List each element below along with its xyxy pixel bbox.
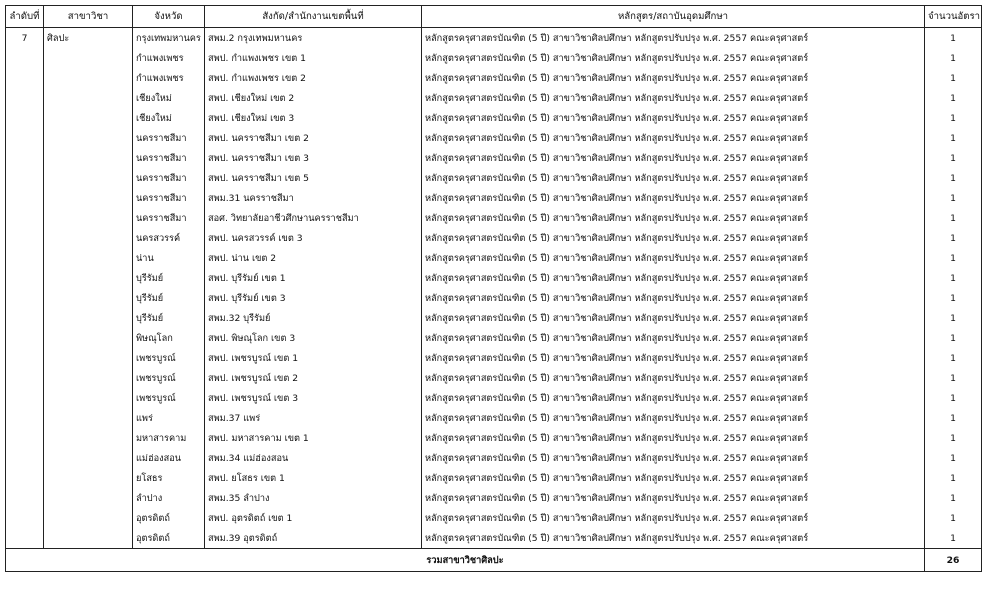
cell-program: หลักสูตรครุศาสตรบัณฑิต (5 ปี) สาขาวิชาศิลปศึกษา หลักสูตรปรับปรุง พ.ศ. 2557 คณะครุศาสตร์ bbox=[422, 208, 925, 228]
cell-index bbox=[6, 68, 44, 88]
table-row bbox=[6, 208, 982, 228]
cell-program: หลักสูตรครุศาสตรบัณฑิต (5 ปี) สาขาวิชาศิลปศึกษา หลักสูตรปรับปรุง พ.ศ. 2557 คณะครุศาสตร์ bbox=[422, 108, 925, 128]
cell-subject bbox=[44, 328, 133, 348]
cell-index bbox=[6, 128, 44, 148]
cell-office: สพม.37 แพร่ bbox=[205, 408, 422, 428]
cell-subject bbox=[44, 348, 133, 368]
quota-table bbox=[5, 5, 982, 572]
table-body bbox=[6, 28, 982, 549]
cell-program: หลักสูตรครุศาสตรบัณฑิต (5 ปี) สาขาวิชาศิลปศึกษา หลักสูตรปรับปรุง พ.ศ. 2557 คณะครุศาสตร์ bbox=[422, 288, 925, 308]
cell-subject bbox=[44, 128, 133, 148]
cell-program: หลักสูตรครุศาสตรบัณฑิต (5 ปี) สาขาวิชาศิลปศึกษา หลักสูตรปรับปรุง พ.ศ. 2557 คณะครุศาสตร์ bbox=[422, 488, 925, 508]
cell-subject bbox=[44, 148, 133, 168]
cell-index bbox=[6, 468, 44, 488]
cell-province: เชียงใหม่ bbox=[133, 108, 205, 128]
table-row bbox=[6, 128, 982, 148]
cell-index bbox=[6, 508, 44, 528]
cell-subject bbox=[44, 108, 133, 128]
cell-province: เพชรบูรณ์ bbox=[133, 388, 205, 408]
cell-count: 1 bbox=[925, 308, 982, 328]
cell-office: สพป. นครราชสีมา เขต 5 bbox=[205, 168, 422, 188]
cell-office: สพม.31 นครราชสีมา bbox=[205, 188, 422, 208]
table-row bbox=[6, 468, 982, 488]
cell-index bbox=[6, 168, 44, 188]
table-row bbox=[6, 488, 982, 508]
cell-province: เพชรบูรณ์ bbox=[133, 368, 205, 388]
table-row bbox=[6, 288, 982, 308]
cell-program: หลักสูตรครุศาสตรบัณฑิต (5 ปี) สาขาวิชาศิลปศึกษา หลักสูตรปรับปรุง พ.ศ. 2557 คณะครุศาสตร์ bbox=[422, 28, 925, 49]
table-row bbox=[6, 68, 982, 88]
cell-subject bbox=[44, 468, 133, 488]
cell-index bbox=[6, 328, 44, 348]
cell-subject bbox=[44, 48, 133, 68]
cell-province: แพร่ bbox=[133, 408, 205, 428]
cell-office: สพม.32 บุรีรัมย์ bbox=[205, 308, 422, 328]
cell-index bbox=[6, 288, 44, 308]
table-row bbox=[6, 448, 982, 468]
cell-program: หลักสูตรครุศาสตรบัณฑิต (5 ปี) สาขาวิชาศิลปศึกษา หลักสูตรปรับปรุง พ.ศ. 2557 คณะครุศาสตร์ bbox=[422, 268, 925, 288]
total-label: รวมสาขาวิชาศิลปะ bbox=[6, 549, 925, 572]
cell-subject bbox=[44, 428, 133, 448]
cell-program: หลักสูตรครุศาสตรบัณฑิต (5 ปี) สาขาวิชาศิลปศึกษา หลักสูตรปรับปรุง พ.ศ. 2557 คณะครุศาสตร์ bbox=[422, 368, 925, 388]
cell-office: สพป. กำแพงเพชร เขต 1 bbox=[205, 48, 422, 68]
cell-subject: ศิลปะ bbox=[44, 28, 133, 49]
table-row bbox=[6, 388, 982, 408]
header-office: สังกัด/สำนักงานเขตพื้นที่ bbox=[205, 6, 422, 28]
cell-count: 1 bbox=[925, 148, 982, 168]
cell-index bbox=[6, 308, 44, 328]
table-row bbox=[6, 188, 982, 208]
cell-province: นครราชสีมา bbox=[133, 168, 205, 188]
cell-subject bbox=[44, 528, 133, 549]
cell-index bbox=[6, 388, 44, 408]
table-row bbox=[6, 508, 982, 528]
cell-subject bbox=[44, 268, 133, 288]
cell-program: หลักสูตรครุศาสตรบัณฑิต (5 ปี) สาขาวิชาศิลปศึกษา หลักสูตรปรับปรุง พ.ศ. 2557 คณะครุศาสตร์ bbox=[422, 408, 925, 428]
cell-province: อุตรดิตถ์ bbox=[133, 528, 205, 549]
cell-office: สอศ. วิทยาลัยอาชีวศึกษานครราชสีมา bbox=[205, 208, 422, 228]
table-row bbox=[6, 28, 982, 49]
table-row bbox=[6, 528, 982, 549]
cell-subject bbox=[44, 208, 133, 228]
table-row bbox=[6, 148, 982, 168]
table-row bbox=[6, 348, 982, 368]
cell-count: 1 bbox=[925, 108, 982, 128]
cell-subject bbox=[44, 388, 133, 408]
cell-subject bbox=[44, 288, 133, 308]
cell-count: 1 bbox=[925, 128, 982, 148]
cell-province: น่าน bbox=[133, 248, 205, 268]
cell-index bbox=[6, 228, 44, 248]
table-row bbox=[6, 248, 982, 268]
table-row bbox=[6, 48, 982, 68]
cell-count: 1 bbox=[925, 168, 982, 188]
cell-office: สพม.2 กรุงเทพมหานคร bbox=[205, 28, 422, 49]
cell-province: นครราชสีมา bbox=[133, 208, 205, 228]
cell-office: สพป. ยโสธร เขต 1 bbox=[205, 468, 422, 488]
cell-index bbox=[6, 428, 44, 448]
cell-program: หลักสูตรครุศาสตรบัณฑิต (5 ปี) สาขาวิชาศิลปศึกษา หลักสูตรปรับปรุง พ.ศ. 2557 คณะครุศาสตร์ bbox=[422, 448, 925, 468]
table-row bbox=[6, 328, 982, 348]
cell-office: สพป. เชียงใหม่ เขต 2 bbox=[205, 88, 422, 108]
header-index: ลำดับที่ bbox=[6, 6, 44, 28]
cell-count: 1 bbox=[925, 328, 982, 348]
cell-office: สพป. บุรีรัมย์ เขต 3 bbox=[205, 288, 422, 308]
cell-program: หลักสูตรครุศาสตรบัณฑิต (5 ปี) สาขาวิชาศิลปศึกษา หลักสูตรปรับปรุง พ.ศ. 2557 คณะครุศาสตร์ bbox=[422, 248, 925, 268]
cell-province: ลำปาง bbox=[133, 488, 205, 508]
cell-province: บุรีรัมย์ bbox=[133, 268, 205, 288]
cell-province: นครสวรรค์ bbox=[133, 228, 205, 248]
table-row bbox=[6, 428, 982, 448]
cell-office: สพป. นครราชสีมา เขต 2 bbox=[205, 128, 422, 148]
table-row bbox=[6, 88, 982, 108]
cell-count: 1 bbox=[925, 208, 982, 228]
cell-office: สพป. กำแพงเพชร เขต 2 bbox=[205, 68, 422, 88]
cell-index bbox=[6, 528, 44, 549]
cell-program: หลักสูตรครุศาสตรบัณฑิต (5 ปี) สาขาวิชาศิลปศึกษา หลักสูตรปรับปรุง พ.ศ. 2557 คณะครุศาสตร์ bbox=[422, 168, 925, 188]
cell-province: มหาสารคาม bbox=[133, 428, 205, 448]
cell-program: หลักสูตรครุศาสตรบัณฑิต (5 ปี) สาขาวิชาศิลปศึกษา หลักสูตรปรับปรุง พ.ศ. 2557 คณะครุศาสตร์ bbox=[422, 468, 925, 488]
cell-index bbox=[6, 208, 44, 228]
cell-count: 1 bbox=[925, 48, 982, 68]
total-value: 26 bbox=[925, 549, 982, 572]
cell-index bbox=[6, 148, 44, 168]
table-row bbox=[6, 268, 982, 288]
cell-office: สพม.35 ลำปาง bbox=[205, 488, 422, 508]
cell-program: หลักสูตรครุศาสตรบัณฑิต (5 ปี) สาขาวิชาศิลปศึกษา หลักสูตรปรับปรุง พ.ศ. 2557 คณะครุศาสตร์ bbox=[422, 148, 925, 168]
cell-subject bbox=[44, 408, 133, 428]
cell-province: เพชรบูรณ์ bbox=[133, 348, 205, 368]
cell-office: สพม.39 อุตรดิตถ์ bbox=[205, 528, 422, 549]
cell-office: สพป. น่าน เขต 2 bbox=[205, 248, 422, 268]
cell-index: 7 bbox=[6, 28, 44, 49]
cell-count: 1 bbox=[925, 408, 982, 428]
cell-count: 1 bbox=[925, 188, 982, 208]
cell-province: แม่ฮ่องสอน bbox=[133, 448, 205, 468]
cell-program: หลักสูตรครุศาสตรบัณฑิต (5 ปี) สาขาวิชาศิลปศึกษา หลักสูตรปรับปรุง พ.ศ. 2557 คณะครุศาสตร์ bbox=[422, 428, 925, 448]
cell-office: สพป. พิษณุโลก เขต 3 bbox=[205, 328, 422, 348]
table-row bbox=[6, 108, 982, 128]
cell-program: หลักสูตรครุศาสตรบัณฑิต (5 ปี) สาขาวิชาศิลปศึกษา หลักสูตรปรับปรุง พ.ศ. 2557 คณะครุศาสตร์ bbox=[422, 188, 925, 208]
cell-count: 1 bbox=[925, 488, 982, 508]
cell-count: 1 bbox=[925, 228, 982, 248]
cell-count: 1 bbox=[925, 388, 982, 408]
cell-province: บุรีรัมย์ bbox=[133, 288, 205, 308]
cell-count: 1 bbox=[925, 468, 982, 488]
header-count: จำนวนอัตรา bbox=[925, 6, 982, 28]
cell-province: พิษณุโลก bbox=[133, 328, 205, 348]
cell-province: นครราชสีมา bbox=[133, 128, 205, 148]
cell-office: สพป. เพชรบูรณ์ เขต 3 bbox=[205, 388, 422, 408]
cell-count: 1 bbox=[925, 508, 982, 528]
cell-province: กำแพงเพชร bbox=[133, 48, 205, 68]
cell-subject bbox=[44, 188, 133, 208]
cell-subject bbox=[44, 168, 133, 188]
cell-office: สพป. อุตรดิตถ์ เขต 1 bbox=[205, 508, 422, 528]
cell-program: หลักสูตรครุศาสตรบัณฑิต (5 ปี) สาขาวิชาศิลปศึกษา หลักสูตรปรับปรุง พ.ศ. 2557 คณะครุศาสตร์ bbox=[422, 48, 925, 68]
cell-province: อุตรดิตถ์ bbox=[133, 508, 205, 528]
cell-index bbox=[6, 48, 44, 68]
cell-office: สพป. เพชรบูรณ์ เขต 1 bbox=[205, 348, 422, 368]
cell-index bbox=[6, 368, 44, 388]
cell-subject bbox=[44, 248, 133, 268]
cell-province: บุรีรัมย์ bbox=[133, 308, 205, 328]
cell-count: 1 bbox=[925, 68, 982, 88]
cell-index bbox=[6, 408, 44, 428]
cell-count: 1 bbox=[925, 428, 982, 448]
cell-count: 1 bbox=[925, 88, 982, 108]
cell-count: 1 bbox=[925, 528, 982, 549]
cell-office: สพป. นครราชสีมา เขต 3 bbox=[205, 148, 422, 168]
cell-subject bbox=[44, 448, 133, 468]
cell-index bbox=[6, 348, 44, 368]
cell-province: นครราชสีมา bbox=[133, 148, 205, 168]
cell-subject bbox=[44, 368, 133, 388]
header-program: หลักสูตร/สถาบันอุดมศึกษา bbox=[422, 6, 925, 28]
cell-office: สพป. บุรีรัมย์ เขต 1 bbox=[205, 268, 422, 288]
total-row bbox=[6, 549, 982, 572]
cell-count: 1 bbox=[925, 348, 982, 368]
cell-subject bbox=[44, 308, 133, 328]
cell-office: สพป. นครสวรรค์ เขต 3 bbox=[205, 228, 422, 248]
cell-index bbox=[6, 448, 44, 468]
cell-index bbox=[6, 88, 44, 108]
cell-index bbox=[6, 248, 44, 268]
cell-count: 1 bbox=[925, 28, 982, 49]
cell-index bbox=[6, 268, 44, 288]
cell-program: หลักสูตรครุศาสตรบัณฑิต (5 ปี) สาขาวิชาศิลปศึกษา หลักสูตรปรับปรุง พ.ศ. 2557 คณะครุศาสตร์ bbox=[422, 68, 925, 88]
table-row bbox=[6, 228, 982, 248]
table-row bbox=[6, 308, 982, 328]
table-row bbox=[6, 408, 982, 428]
cell-province: เชียงใหม่ bbox=[133, 88, 205, 108]
cell-count: 1 bbox=[925, 448, 982, 468]
cell-subject bbox=[44, 228, 133, 248]
header-province: จังหวัด bbox=[133, 6, 205, 28]
cell-program: หลักสูตรครุศาสตรบัณฑิต (5 ปี) สาขาวิชาศิลปศึกษา หลักสูตรปรับปรุง พ.ศ. 2557 คณะครุศาสตร์ bbox=[422, 128, 925, 148]
cell-count: 1 bbox=[925, 288, 982, 308]
cell-subject bbox=[44, 508, 133, 528]
cell-index bbox=[6, 108, 44, 128]
table-header-row bbox=[6, 6, 982, 28]
cell-program: หลักสูตรครุศาสตรบัณฑิต (5 ปี) สาขาวิชาศิลปศึกษา หลักสูตรปรับปรุง พ.ศ. 2557 คณะครุศาสตร์ bbox=[422, 388, 925, 408]
cell-office: สพม.34 แม่ฮ่องสอน bbox=[205, 448, 422, 468]
cell-subject bbox=[44, 88, 133, 108]
cell-index bbox=[6, 488, 44, 508]
cell-program: หลักสูตรครุศาสตรบัณฑิต (5 ปี) สาขาวิชาศิลปศึกษา หลักสูตรปรับปรุง พ.ศ. 2557 คณะครุศาสตร์ bbox=[422, 508, 925, 528]
cell-program: หลักสูตรครุศาสตรบัณฑิต (5 ปี) สาขาวิชาศิลปศึกษา หลักสูตรปรับปรุง พ.ศ. 2557 คณะครุศาสตร์ bbox=[422, 528, 925, 549]
cell-office: สพป. มหาสารคาม เขต 1 bbox=[205, 428, 422, 448]
cell-program: หลักสูตรครุศาสตรบัณฑิต (5 ปี) สาขาวิชาศิลปศึกษา หลักสูตรปรับปรุง พ.ศ. 2557 คณะครุศาสตร์ bbox=[422, 228, 925, 248]
cell-count: 1 bbox=[925, 368, 982, 388]
cell-province: ยโสธร bbox=[133, 468, 205, 488]
cell-province: กรุงเทพมหานคร bbox=[133, 28, 205, 49]
cell-office: สพป. เพชรบูรณ์ เขต 2 bbox=[205, 368, 422, 388]
document-page bbox=[5, 5, 981, 572]
table-row bbox=[6, 368, 982, 388]
cell-province: นครราชสีมา bbox=[133, 188, 205, 208]
cell-province: กำแพงเพชร bbox=[133, 68, 205, 88]
cell-program: หลักสูตรครุศาสตรบัณฑิต (5 ปี) สาขาวิชาศิลปศึกษา หลักสูตรปรับปรุง พ.ศ. 2557 คณะครุศาสตร์ bbox=[422, 348, 925, 368]
cell-program: หลักสูตรครุศาสตรบัณฑิต (5 ปี) สาขาวิชาศิลปศึกษา หลักสูตรปรับปรุง พ.ศ. 2557 คณะครุศาสตร์ bbox=[422, 88, 925, 108]
cell-program: หลักสูตรครุศาสตรบัณฑิต (5 ปี) สาขาวิชาศิลปศึกษา หลักสูตรปรับปรุง พ.ศ. 2557 คณะครุศาสตร์ bbox=[422, 328, 925, 348]
cell-count: 1 bbox=[925, 248, 982, 268]
cell-index bbox=[6, 188, 44, 208]
table-row bbox=[6, 168, 982, 188]
cell-subject bbox=[44, 488, 133, 508]
header-subject: สาขาวิชา bbox=[44, 6, 133, 28]
cell-office: สพป. เชียงใหม่ เขต 3 bbox=[205, 108, 422, 128]
cell-program: หลักสูตรครุศาสตรบัณฑิต (5 ปี) สาขาวิชาศิลปศึกษา หลักสูตรปรับปรุง พ.ศ. 2557 คณะครุศาสตร์ bbox=[422, 308, 925, 328]
cell-subject bbox=[44, 68, 133, 88]
cell-count: 1 bbox=[925, 268, 982, 288]
